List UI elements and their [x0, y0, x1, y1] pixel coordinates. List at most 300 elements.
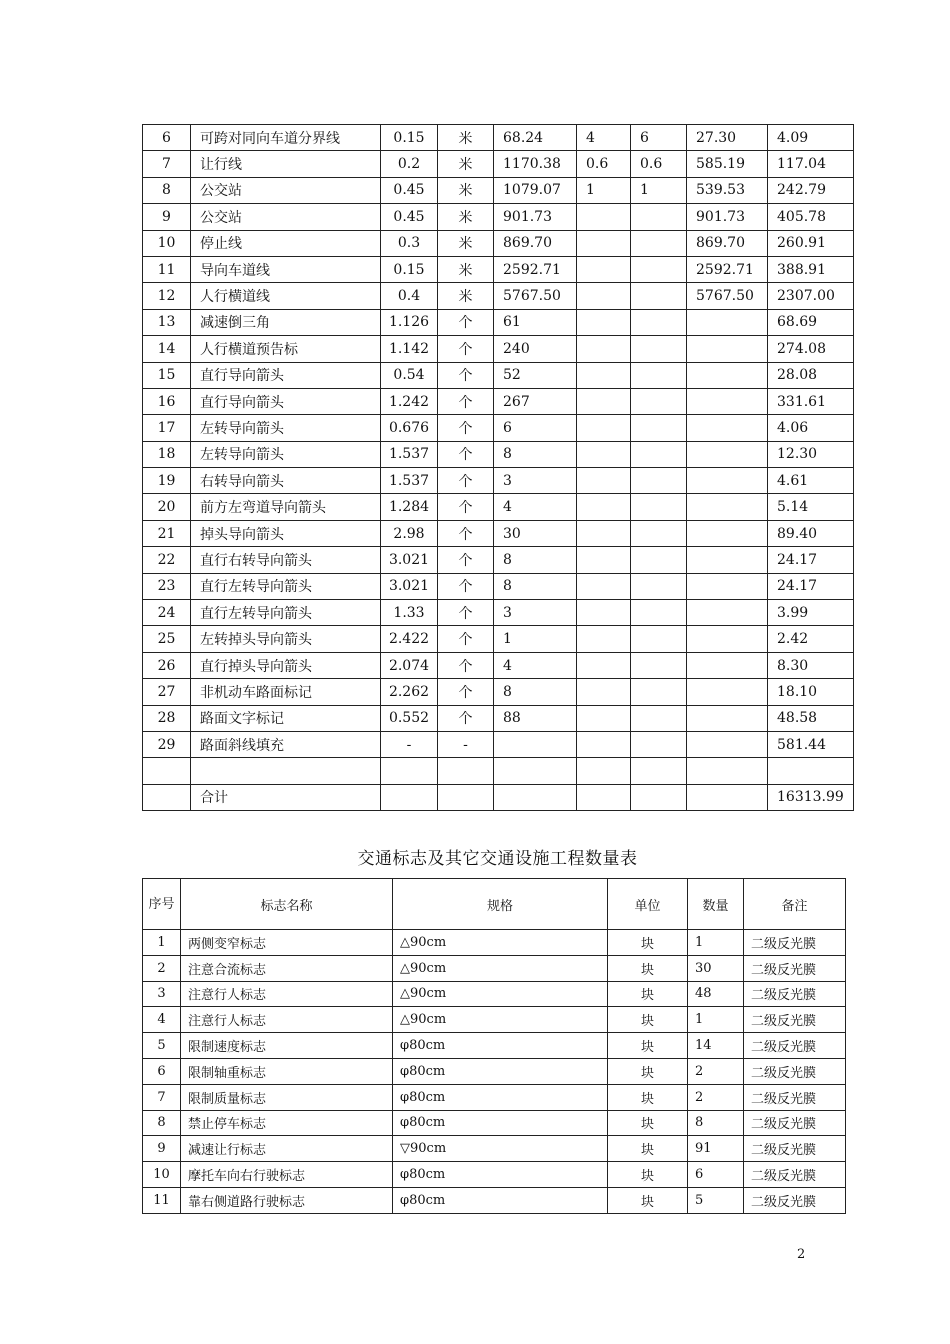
- cell-len: [687, 758, 768, 784]
- cell-no: 18: [143, 441, 191, 467]
- cell-spec: φ80cm: [393, 1110, 608, 1136]
- sign-quantity-table: [142, 878, 846, 1214]
- table-row: [143, 1058, 846, 1084]
- cell-remark: 二级反光膜: [744, 981, 846, 1007]
- cell-b: [631, 336, 687, 362]
- cell-unit: 块: [608, 1162, 688, 1188]
- cell-len: 27.30: [687, 125, 768, 151]
- cell-spec: φ80cm: [393, 1058, 608, 1084]
- cell-len: [687, 520, 768, 546]
- cell-area: 8.30: [768, 652, 854, 678]
- cell-name: 两侧变窄标志: [181, 930, 393, 956]
- cell-unit: 块: [608, 930, 688, 956]
- page-number: 2: [797, 1247, 806, 1262]
- cell-a: [577, 652, 631, 678]
- cell-len: [687, 468, 768, 494]
- cell-len: [687, 573, 768, 599]
- cell-unit: -: [438, 731, 494, 757]
- cell-name: 掉头导向箭头: [191, 520, 381, 546]
- cell-unit: 个: [438, 547, 494, 573]
- cell-name: [191, 758, 381, 784]
- cell-spec: 0.15: [381, 125, 438, 151]
- cell-a: [577, 758, 631, 784]
- cell-name: 限制轴重标志: [181, 1058, 393, 1084]
- cell-unit: 块: [608, 1187, 688, 1213]
- cell-no: 23: [143, 573, 191, 599]
- cell-no: 11: [143, 256, 191, 282]
- cell-a: [577, 784, 631, 810]
- cell-unit: [438, 758, 494, 784]
- cell-qty: 30: [494, 520, 577, 546]
- cell-area: 4.61: [768, 468, 854, 494]
- cell-area: 24.17: [768, 573, 854, 599]
- cell-b: [631, 362, 687, 388]
- cell-len: [687, 679, 768, 705]
- cell-qty: 68.24: [494, 125, 577, 151]
- cell-name: 直行导向箭头: [191, 388, 381, 414]
- cell-len: [687, 547, 768, 573]
- cell-qty: [494, 731, 577, 757]
- cell-b: [631, 600, 687, 626]
- cell-unit: 个: [438, 626, 494, 652]
- cell-spec: [381, 758, 438, 784]
- cell-name: 左转导向箭头: [191, 441, 381, 467]
- cell-remark: 二级反光膜: [744, 1162, 846, 1188]
- cell-spec: φ80cm: [393, 1033, 608, 1059]
- cell-a: [577, 362, 631, 388]
- header-qty: 数量: [688, 879, 744, 930]
- cell-len: [687, 309, 768, 335]
- cell-unit: 块: [608, 1110, 688, 1136]
- cell-unit: 块: [608, 1084, 688, 1110]
- cell-qty: 869.70: [494, 230, 577, 256]
- cell-name: 停止线: [191, 230, 381, 256]
- table-row: [143, 415, 854, 441]
- cell-qty: 1: [494, 626, 577, 652]
- cell-no: 26: [143, 652, 191, 678]
- cell-qty: 1170.38: [494, 151, 577, 177]
- cell-area: 5.14: [768, 494, 854, 520]
- cell-name: 非机动车路面标记: [191, 679, 381, 705]
- cell-unit: 个: [438, 520, 494, 546]
- cell-len: [687, 388, 768, 414]
- cell-spec: 1.242: [381, 388, 438, 414]
- cell-a: [577, 415, 631, 441]
- cell-b: [631, 652, 687, 678]
- cell-name: 注意行人标志: [181, 981, 393, 1007]
- cell-len: [687, 362, 768, 388]
- cell-name: 前方左弯道导向箭头: [191, 494, 381, 520]
- cell-a: [577, 441, 631, 467]
- cell-area: 242.79: [768, 177, 854, 203]
- cell-b: [631, 230, 687, 256]
- table-row: [143, 758, 854, 784]
- cell-no: 20: [143, 494, 191, 520]
- cell-area: [768, 758, 854, 784]
- cell-name: 公交站: [191, 177, 381, 203]
- table-row: [143, 1033, 846, 1059]
- table-row: [143, 388, 854, 414]
- cell-qty: 1: [688, 1007, 744, 1033]
- cell-no: 6: [143, 1058, 181, 1084]
- cell-spec: φ80cm: [393, 1187, 608, 1213]
- cell-qty: 48: [688, 981, 744, 1007]
- cell-len: [687, 441, 768, 467]
- cell-len: 5767.50: [687, 283, 768, 309]
- cell-b: [631, 626, 687, 652]
- cell-qty: 6: [688, 1162, 744, 1188]
- cell-qty: 61: [494, 309, 577, 335]
- cell-spec: 1.126: [381, 309, 438, 335]
- cell-remark: 二级反光膜: [744, 1007, 846, 1033]
- cell-name: 限制速度标志: [181, 1033, 393, 1059]
- cell-unit: 块: [608, 1033, 688, 1059]
- cell-name: 合计: [191, 784, 381, 810]
- table-row: [143, 151, 854, 177]
- cell-area: 3.99: [768, 600, 854, 626]
- cell-remark: 二级反光膜: [744, 930, 846, 956]
- cell-spec: 3.021: [381, 547, 438, 573]
- cell-b: [631, 256, 687, 282]
- cell-spec: 2.074: [381, 652, 438, 678]
- cell-no: 16: [143, 388, 191, 414]
- cell-name: 直行左转导向箭头: [191, 573, 381, 599]
- cell-spec: 0.552: [381, 705, 438, 731]
- cell-name: 让行线: [191, 151, 381, 177]
- cell-unit: [438, 784, 494, 810]
- cell-len: 869.70: [687, 230, 768, 256]
- cell-area: 117.04: [768, 151, 854, 177]
- cell-qty: 88: [494, 705, 577, 731]
- cell-unit: 米: [438, 204, 494, 230]
- cell-unit: 块: [608, 1058, 688, 1084]
- cell-a: 0.6: [577, 151, 631, 177]
- cell-no: 11: [143, 1187, 181, 1213]
- cell-spec: φ80cm: [393, 1084, 608, 1110]
- table-row: [143, 626, 854, 652]
- cell-area: 28.08: [768, 362, 854, 388]
- cell-len: 2592.71: [687, 256, 768, 282]
- cell-qty: [494, 758, 577, 784]
- cell-unit: 个: [438, 705, 494, 731]
- cell-name: 摩托车向右行驶标志: [181, 1162, 393, 1188]
- cell-unit: 个: [438, 336, 494, 362]
- table-row: [143, 362, 854, 388]
- cell-unit: 个: [438, 600, 494, 626]
- cell-no: 25: [143, 626, 191, 652]
- cell-no: 4: [143, 1007, 181, 1033]
- cell-name: 限制质量标志: [181, 1084, 393, 1110]
- cell-b: [631, 547, 687, 573]
- header-spec: 规格: [393, 879, 608, 930]
- cell-a: [577, 679, 631, 705]
- cell-name: 减速倒三角: [191, 309, 381, 335]
- table-row: [143, 731, 854, 757]
- cell-spec: 3.021: [381, 573, 438, 599]
- cell-b: [631, 309, 687, 335]
- table-row: [143, 309, 854, 335]
- table-row: [143, 652, 854, 678]
- cell-name: 左转掉头导向箭头: [191, 626, 381, 652]
- cell-a: [577, 256, 631, 282]
- cell-name: 直行掉头导向箭头: [191, 652, 381, 678]
- cell-unit: 块: [608, 981, 688, 1007]
- cell-no: 24: [143, 600, 191, 626]
- cell-unit: 米: [438, 256, 494, 282]
- cell-no: 1: [143, 930, 181, 956]
- cell-unit: 块: [608, 955, 688, 981]
- cell-no: 22: [143, 547, 191, 573]
- cell-area: 12.30: [768, 441, 854, 467]
- cell-name: 靠右侧道路行驶标志: [181, 1187, 393, 1213]
- cell-qty: [494, 784, 577, 810]
- table-row: [143, 981, 846, 1007]
- cell-b: [631, 468, 687, 494]
- table-row: [143, 125, 854, 151]
- cell-len: [687, 784, 768, 810]
- cell-no: 8: [143, 177, 191, 203]
- cell-area: 4.06: [768, 415, 854, 441]
- cell-area: 388.91: [768, 256, 854, 282]
- cell-a: [577, 336, 631, 362]
- cell-name: 公交站: [191, 204, 381, 230]
- cell-a: [577, 204, 631, 230]
- table-row: [143, 679, 854, 705]
- table-row: [143, 573, 854, 599]
- cell-qty: 2: [688, 1058, 744, 1084]
- cell-a: [577, 573, 631, 599]
- cell-area: 581.44: [768, 731, 854, 757]
- table-row: [143, 1162, 846, 1188]
- cell-no: 2: [143, 955, 181, 981]
- cell-no: 21: [143, 520, 191, 546]
- header-unit: 单位: [608, 879, 688, 930]
- cell-qty: 240: [494, 336, 577, 362]
- cell-b: [631, 415, 687, 441]
- cell-a: 1: [577, 177, 631, 203]
- cell-a: [577, 547, 631, 573]
- cell-len: [687, 652, 768, 678]
- table-row: [143, 177, 854, 203]
- cell-area: 331.61: [768, 388, 854, 414]
- cell-b: 0.6: [631, 151, 687, 177]
- cell-qty: 2: [688, 1084, 744, 1110]
- cell-remark: 二级反光膜: [744, 1136, 846, 1162]
- cell-a: [577, 309, 631, 335]
- table-row: [143, 955, 846, 981]
- cell-spec: 0.45: [381, 204, 438, 230]
- cell-qty: 91: [688, 1136, 744, 1162]
- cell-unit: 个: [438, 415, 494, 441]
- cell-a: [577, 626, 631, 652]
- cell-a: 4: [577, 125, 631, 151]
- cell-remark: 二级反光膜: [744, 1110, 846, 1136]
- table-row: [143, 600, 854, 626]
- cell-no: 9: [143, 1136, 181, 1162]
- cell-a: [577, 600, 631, 626]
- cell-qty: 3: [494, 468, 577, 494]
- cell-b: [631, 731, 687, 757]
- cell-remark: 二级反光膜: [744, 955, 846, 981]
- cell-b: [631, 204, 687, 230]
- cell-no: 10: [143, 1162, 181, 1188]
- cell-spec: △90cm: [393, 955, 608, 981]
- cell-qty: 14: [688, 1033, 744, 1059]
- cell-spec: [381, 784, 438, 810]
- cell-area: 2307.00: [768, 283, 854, 309]
- table-row: [143, 1007, 846, 1033]
- cell-unit: 个: [438, 468, 494, 494]
- cell-len: [687, 705, 768, 731]
- cell-name: 人行横道预告标: [191, 336, 381, 362]
- cell-area: 16313.99: [768, 784, 854, 810]
- cell-no: 13: [143, 309, 191, 335]
- cell-qty: 5767.50: [494, 283, 577, 309]
- cell-b: [631, 705, 687, 731]
- cell-name: 注意行人标志: [181, 1007, 393, 1033]
- cell-qty: 3: [494, 600, 577, 626]
- cell-b: [631, 520, 687, 546]
- marking-quantity-table: [142, 124, 854, 811]
- cell-area: 274.08: [768, 336, 854, 362]
- cell-unit: 米: [438, 151, 494, 177]
- cell-no: 15: [143, 362, 191, 388]
- header-name: 标志名称: [181, 879, 393, 930]
- cell-no: 17: [143, 415, 191, 441]
- cell-len: [687, 731, 768, 757]
- header-seq: 序号: [143, 879, 181, 930]
- cell-len: 539.53: [687, 177, 768, 203]
- cell-no: 7: [143, 151, 191, 177]
- cell-spec: φ80cm: [393, 1162, 608, 1188]
- cell-area: 4.09: [768, 125, 854, 151]
- table-row: [143, 520, 854, 546]
- table-row: [143, 256, 854, 282]
- cell-qty: 30: [688, 955, 744, 981]
- cell-spec: 0.3: [381, 230, 438, 256]
- cell-no: 28: [143, 705, 191, 731]
- cell-no: 10: [143, 230, 191, 256]
- cell-area: 48.58: [768, 705, 854, 731]
- cell-spec: △90cm: [393, 1007, 608, 1033]
- cell-spec: 1.33: [381, 600, 438, 626]
- cell-qty: 6: [494, 415, 577, 441]
- cell-qty: 8: [494, 573, 577, 599]
- table-row: [143, 336, 854, 362]
- cell-len: [687, 494, 768, 520]
- cell-spec: 1.284: [381, 494, 438, 520]
- table-row: [143, 547, 854, 573]
- cell-spec: 1.537: [381, 441, 438, 467]
- cell-no: 27: [143, 679, 191, 705]
- cell-spec: 0.2: [381, 151, 438, 177]
- cell-unit: 个: [438, 652, 494, 678]
- cell-unit: 块: [608, 1007, 688, 1033]
- table-row: [143, 705, 854, 731]
- cell-spec: 0.15: [381, 256, 438, 282]
- cell-qty: 5: [688, 1187, 744, 1213]
- cell-qty: 267: [494, 388, 577, 414]
- cell-spec: 0.45: [381, 177, 438, 203]
- table-row: [143, 204, 854, 230]
- cell-a: [577, 520, 631, 546]
- cell-spec: -: [381, 731, 438, 757]
- cell-len: [687, 415, 768, 441]
- table-row: [143, 283, 854, 309]
- cell-area: 18.10: [768, 679, 854, 705]
- cell-no: 5: [143, 1033, 181, 1059]
- cell-name: 直行导向箭头: [191, 362, 381, 388]
- table-row: [143, 930, 846, 956]
- cell-spec: 0.54: [381, 362, 438, 388]
- cell-no: [143, 758, 191, 784]
- cell-qty: 8: [494, 441, 577, 467]
- cell-unit: 个: [438, 441, 494, 467]
- cell-qty: 52: [494, 362, 577, 388]
- cell-name: 右转导向箭头: [191, 468, 381, 494]
- cell-no: 9: [143, 204, 191, 230]
- cell-no: 6: [143, 125, 191, 151]
- cell-b: [631, 679, 687, 705]
- cell-no: 29: [143, 731, 191, 757]
- cell-area: 405.78: [768, 204, 854, 230]
- cell-qty: 4: [494, 652, 577, 678]
- cell-spec: △90cm: [393, 930, 608, 956]
- table-row: [143, 1084, 846, 1110]
- cell-no: 12: [143, 283, 191, 309]
- cell-name: 路面斜线填充: [191, 731, 381, 757]
- cell-remark: 二级反光膜: [744, 1187, 846, 1213]
- cell-name: 注意合流标志: [181, 955, 393, 981]
- table-row: [143, 230, 854, 256]
- cell-unit: 块: [608, 1136, 688, 1162]
- cell-len: [687, 600, 768, 626]
- cell-len: [687, 626, 768, 652]
- cell-name: 可跨对同向车道分界线: [191, 125, 381, 151]
- cell-area: 2.42: [768, 626, 854, 652]
- cell-spec: 2.422: [381, 626, 438, 652]
- cell-qty: 901.73: [494, 204, 577, 230]
- cell-a: [577, 230, 631, 256]
- cell-name: 导向车道线: [191, 256, 381, 282]
- cell-a: [577, 494, 631, 520]
- cell-spec: 1.142: [381, 336, 438, 362]
- cell-b: [631, 758, 687, 784]
- cell-name: 禁止停车标志: [181, 1110, 393, 1136]
- cell-area: 68.69: [768, 309, 854, 335]
- cell-unit: 个: [438, 362, 494, 388]
- table2-title: 交通标志及其它交通设施工程数量表: [357, 849, 638, 869]
- table2-header-row: [143, 879, 846, 930]
- cell-len: 901.73: [687, 204, 768, 230]
- cell-area: 260.91: [768, 230, 854, 256]
- table-row: [143, 1187, 846, 1213]
- cell-no: 3: [143, 981, 181, 1007]
- cell-name: 路面文字标记: [191, 705, 381, 731]
- table-row: [143, 441, 854, 467]
- cell-unit: 个: [438, 494, 494, 520]
- cell-qty: 1079.07: [494, 177, 577, 203]
- cell-spec: △90cm: [393, 981, 608, 1007]
- cell-remark: 二级反光膜: [744, 1084, 846, 1110]
- cell-a: [577, 388, 631, 414]
- table-row: [143, 494, 854, 520]
- cell-spec: 2.262: [381, 679, 438, 705]
- cell-b: [631, 573, 687, 599]
- cell-name: 减速让行标志: [181, 1136, 393, 1162]
- cell-unit: 个: [438, 573, 494, 599]
- cell-no: 7: [143, 1084, 181, 1110]
